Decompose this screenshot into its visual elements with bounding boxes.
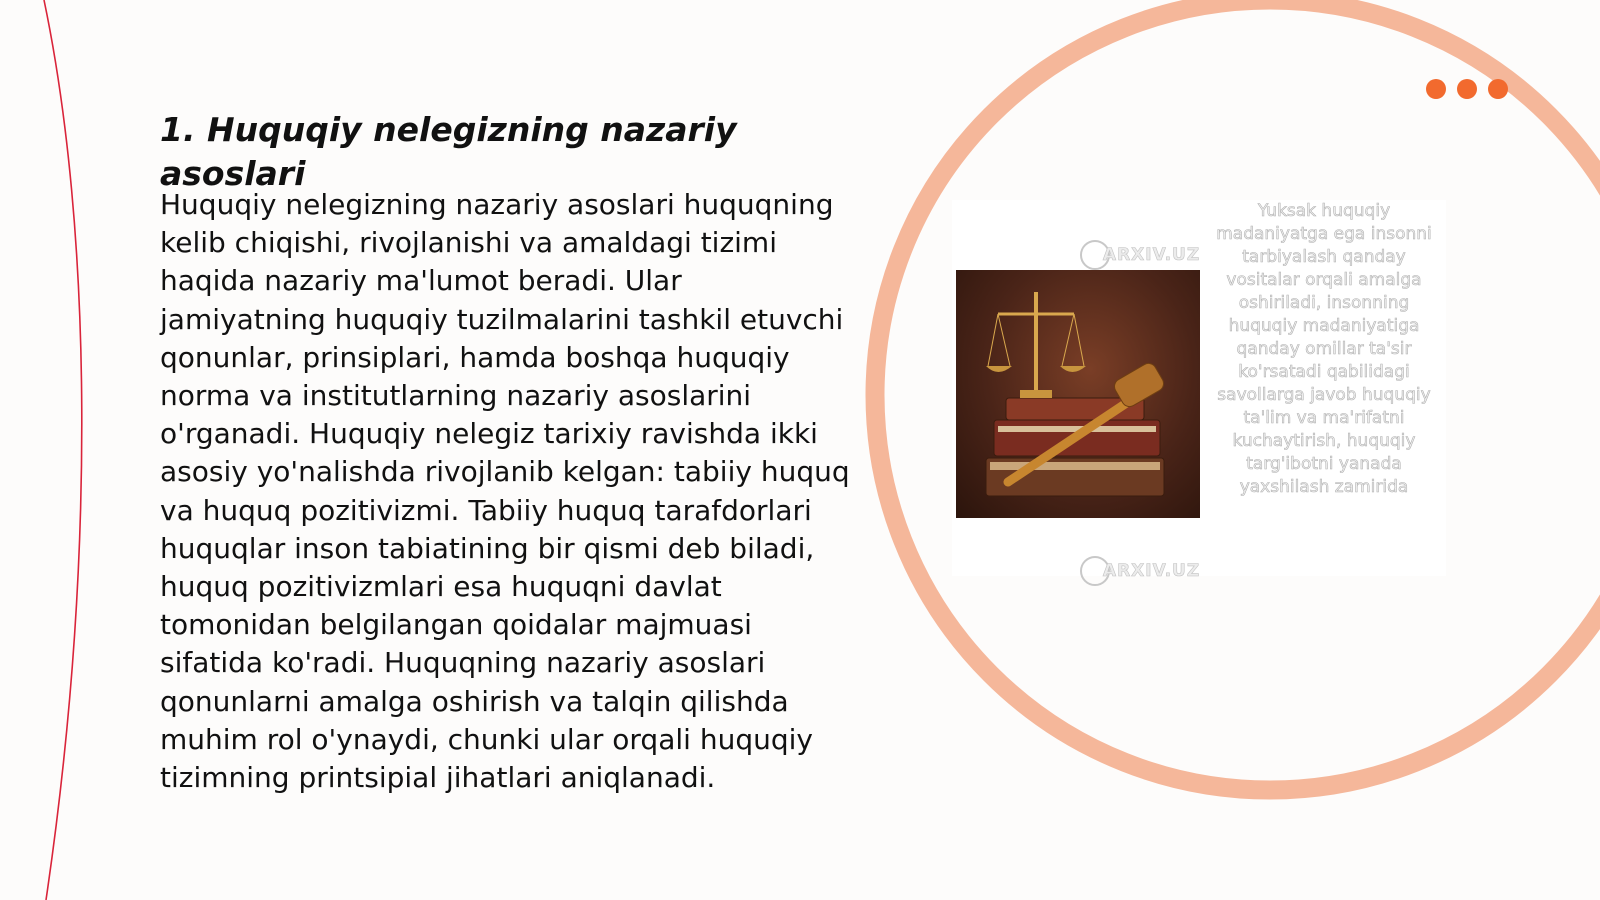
book	[990, 462, 1160, 470]
dot	[1488, 79, 1508, 99]
watermark-top	[1080, 240, 1200, 270]
scale-base	[1020, 390, 1052, 398]
dot	[1426, 79, 1446, 99]
scale-string	[998, 314, 1010, 366]
illustration-card	[952, 200, 1446, 581]
scale-string	[988, 314, 998, 366]
scale-pan-right	[1060, 366, 1086, 372]
justice-scales-gavel-image	[956, 270, 1200, 518]
menu-dots-icon	[1426, 79, 1508, 99]
slide-title: 1. Huquqiy nelegizning nazariy asoslari	[160, 110, 737, 193]
scale-string	[1062, 314, 1074, 366]
watermark-text: ARXIV.UZ	[1102, 561, 1201, 581]
slide-body-text: Huquqiy nelegizning nazariy asoslari huquqning kelib chiqishi, rivojlanishi va amaldagi tizimi haqida nazariy ma'lumot beradi. Ular jamiyatning huquqiy tuzilmalarini tashkil etuvchi qonunlar, prinsiplari, hamda boshqa huquqiy norma va institutlarning nazariy asoslarini o'rganadi. Huquqiy nelegiz tarixiy ravishda ikki asosiy yo'nalishda rivojlanib kelgan: tabiiy huquq va huquq pozitivizmi. Tabiiy huquq tarafdorlari huquqlar inson tabiatining bir qismi deb biladi, huquq pozitivizmlari esa huquqni davlat tomonidan belgilangan qoidalar majmuasi sifatida ko'radi. Huquqning nazariy asoslari qonunlarni amalga oshirish va talqin qilishda muhim rol o'ynaydi, chunki ular orqali huquqiy tizimning printsipial jihatlari aniqlanadi.	[160, 188, 850, 795]
image-caption-text: Yuksak huquqiy madaniyatga ega insonni tarbiyalash qanday vositalar orqali amalga oshiriladi, insonning huquqiy madaniyatiga qanday omillar ta'sir ko'rsatadi qabilidagi savollarga javob huquqiy ta'lim va ma'rifatni kuchaytirish, huquqiy targ'ibotni yanada yaxshilash zamirida	[1216, 201, 1432, 497]
justice-illustration	[956, 270, 1200, 518]
scale-string	[1074, 314, 1084, 366]
watermark-text: ARXIV.UZ	[1102, 245, 1201, 265]
left-accent-line	[44, 0, 82, 900]
dot	[1457, 79, 1477, 99]
scale-pan-left	[986, 366, 1012, 372]
watermark-bottom	[1080, 556, 1200, 586]
